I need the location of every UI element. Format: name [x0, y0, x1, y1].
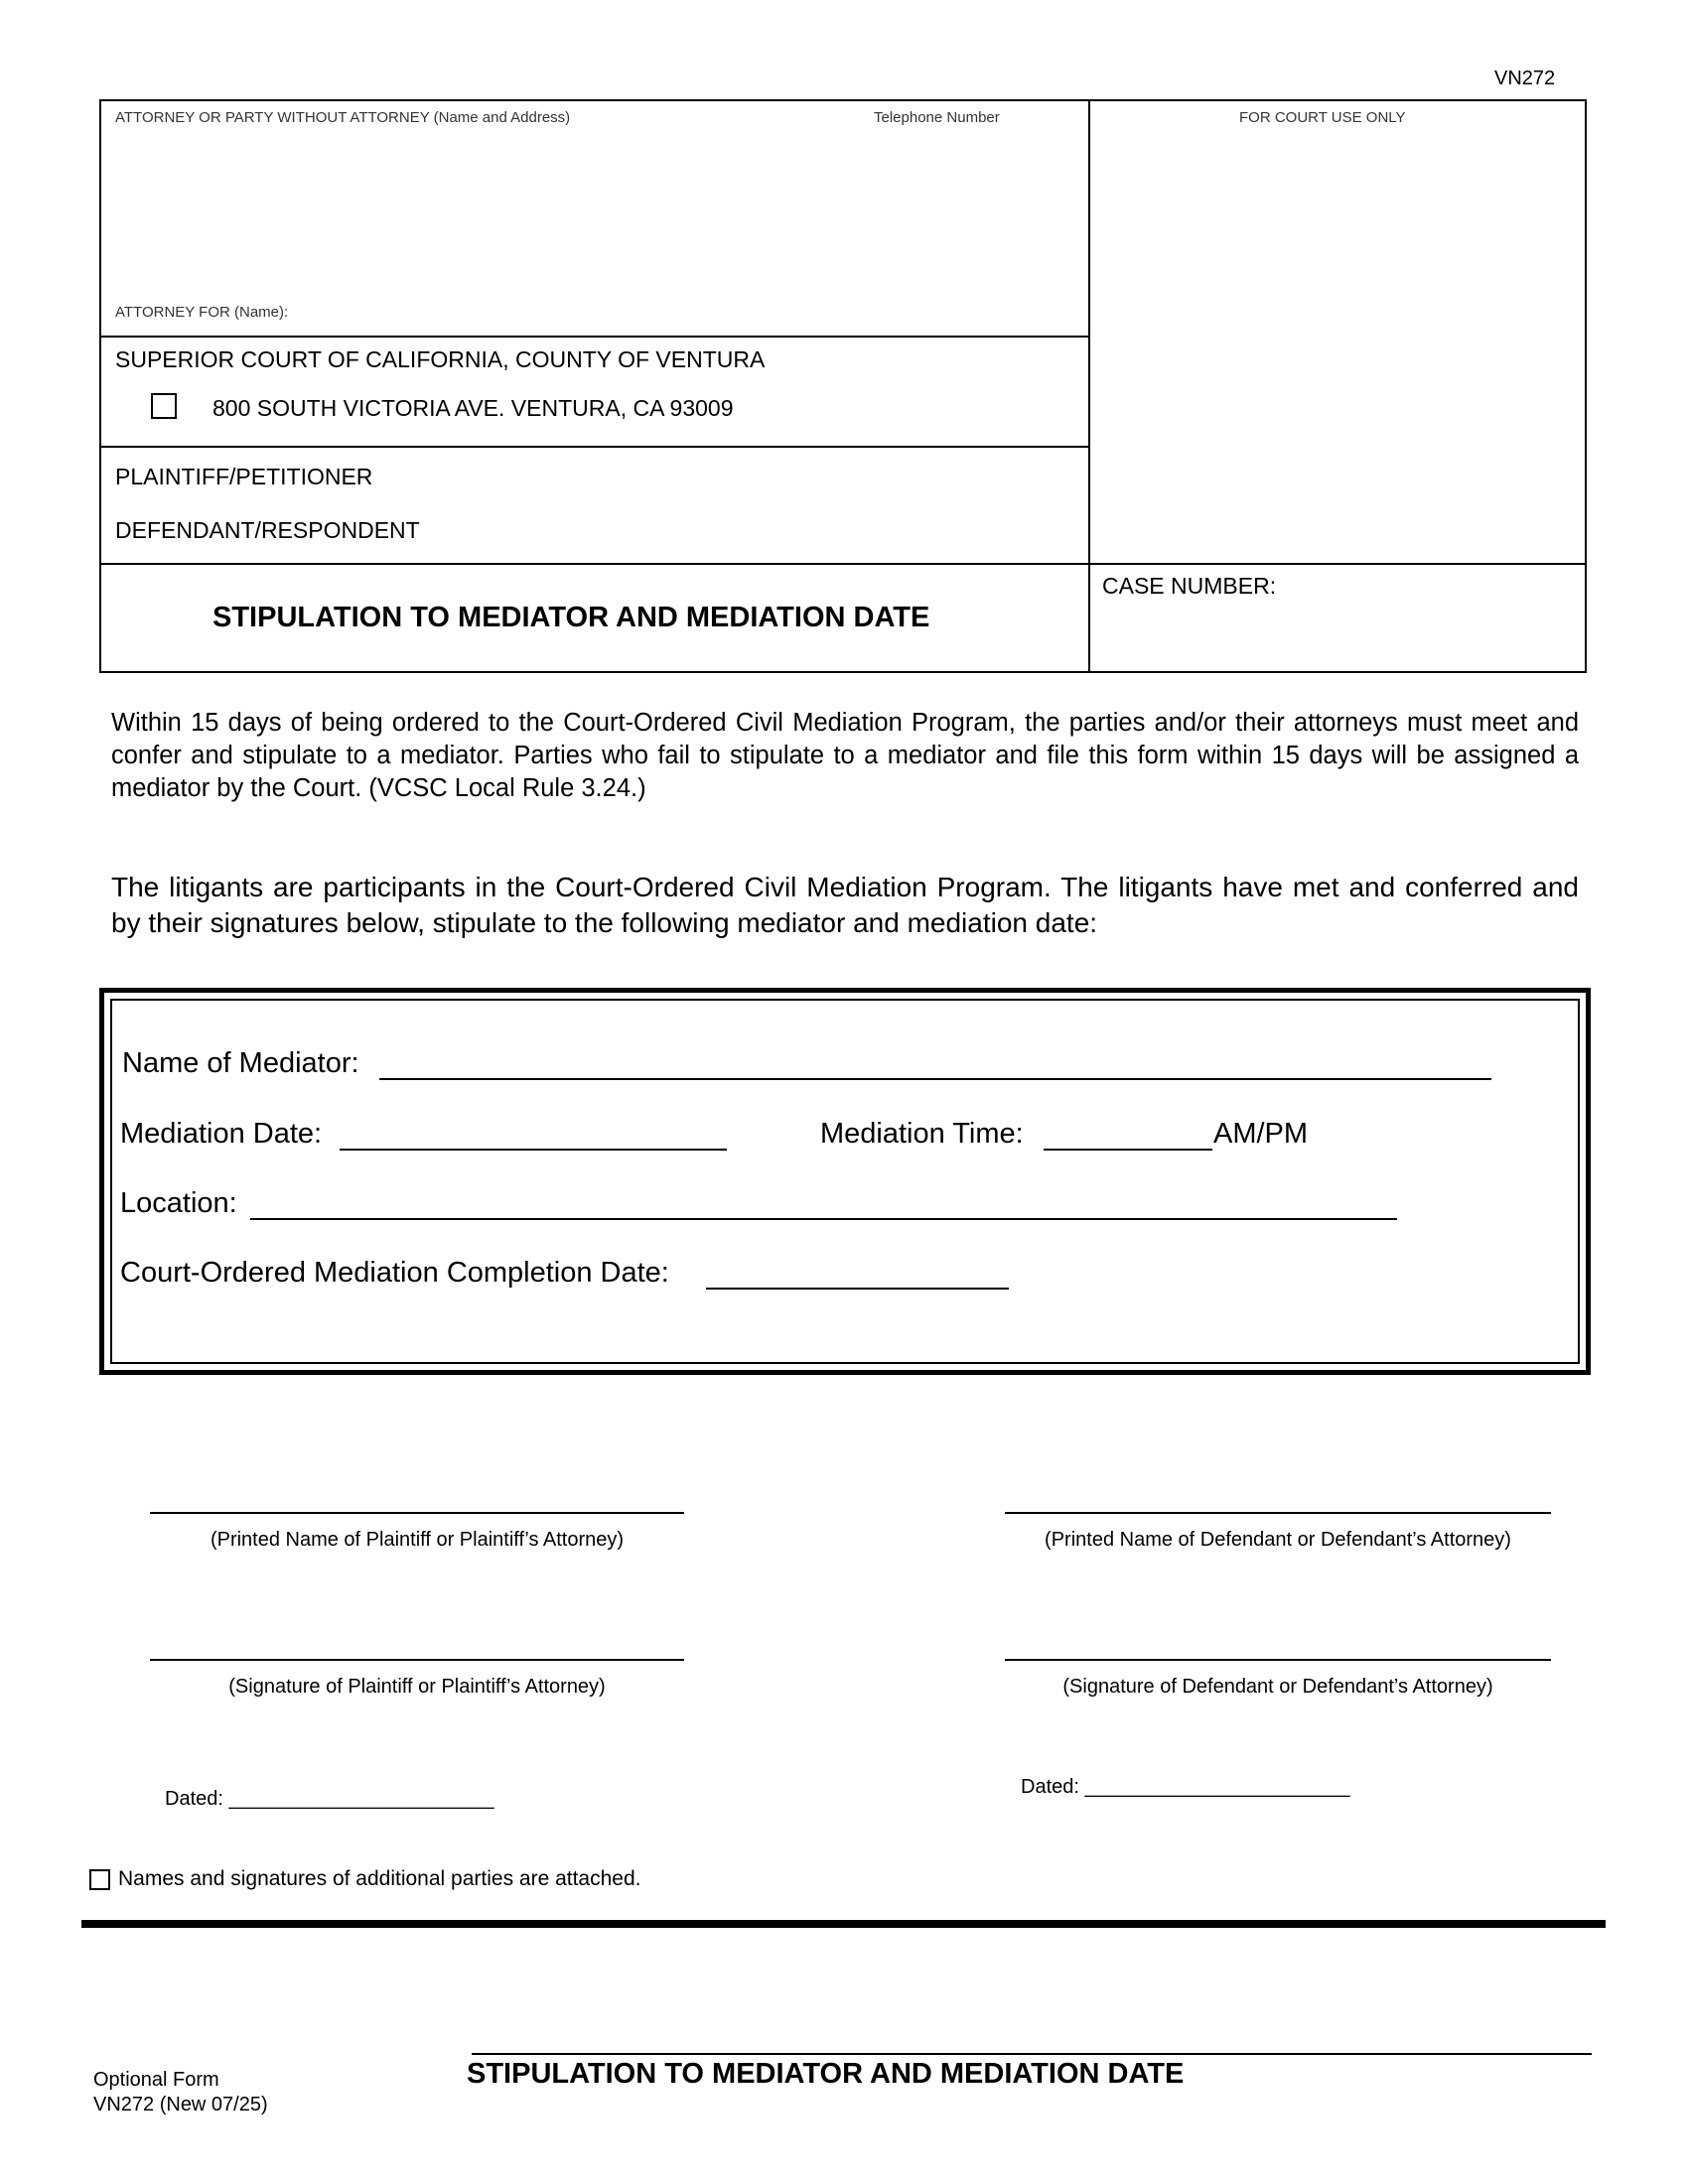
mediation-date-label: Mediation Date: — [120, 1118, 323, 1150]
location-label: Location: — [120, 1187, 237, 1219]
ampm-label: AM/PM — [1213, 1118, 1309, 1150]
defendant-dated-field[interactable]: Dated: ________________________ — [1021, 1776, 1350, 1798]
case-number-label: CASE NUMBER: — [1102, 573, 1277, 599]
completion-date-label: Court-Ordered Mediation Completion Date: — [120, 1257, 669, 1289]
plaintiff-printed-name-caption: (Printed Name of Plaintiff or Plaintiff’s Attorney) — [210, 1529, 625, 1551]
location-field[interactable] — [250, 1218, 1397, 1220]
mediation-date-field[interactable] — [340, 1149, 727, 1151]
mediator-name-label: Name of Mediator: — [122, 1047, 359, 1079]
instructions-paragraph: Within 15 days of being ordered to the Court-Ordered Civil Mediation Program, the parties and/or their attorneys must meet and confer and stipulate to a mediator. Parties who fail to stipulate to a mediator and file this form within 15 days will be assigned a mediator by the Court. (VCSC Local Rule 3.24.) — [111, 709, 1579, 802]
mediation-time-label: Mediation Time: — [820, 1118, 1024, 1150]
defendant-signature-line[interactable] — [1005, 1659, 1551, 1661]
court-address-checkbox[interactable] — [151, 393, 177, 419]
plaintiff-dated-field[interactable]: Dated: ________________________ — [165, 1788, 494, 1810]
caption-table — [99, 99, 1587, 673]
defendant-label: DEFENDANT/RESPONDENT — [115, 517, 420, 543]
plaintiff-printed-name-line[interactable] — [150, 1512, 684, 1514]
mediator-name-field[interactable] — [379, 1078, 1491, 1080]
footer-optional-form: Optional Form — [93, 2069, 219, 2091]
form-title: STIPULATION TO MEDIATOR AND MEDIATION DATE — [212, 602, 930, 633]
mediation-details-box — [99, 988, 1591, 1375]
case-number-field[interactable] — [1090, 608, 1585, 667]
footer-form-info — [93, 2068, 268, 2117]
additional-parties-label: Names and signatures of additional parties are attached. — [118, 1867, 641, 1890]
caption-divider — [101, 563, 1585, 565]
attorney-input-area[interactable] — [101, 121, 1088, 310]
additional-parties-checkbox[interactable] — [89, 1869, 110, 1890]
footer-form-revision: VN272 (New 07/25) — [93, 2094, 268, 2116]
caption-divider — [101, 446, 1088, 448]
court-name: SUPERIOR COURT OF CALIFORNIA, COUNTY OF VENTURA — [115, 346, 766, 372]
section-divider — [81, 1920, 1606, 1928]
plaintiff-signature-caption: (Signature of Plaintiff or Plaintiff’s Attorney) — [228, 1676, 606, 1698]
completion-date-field[interactable] — [706, 1288, 1009, 1290]
defendant-printed-name-caption: (Printed Name of Defendant or Defendant’s Attorney) — [1045, 1529, 1511, 1551]
caption-divider — [1088, 101, 1090, 671]
plaintiff-signature-line[interactable] — [150, 1659, 684, 1661]
defendant-signature-caption: (Signature of Defendant or Defendant’s Attorney) — [1062, 1676, 1493, 1698]
mediation-time-field[interactable] — [1044, 1149, 1212, 1151]
footer-rule — [472, 2053, 1592, 2055]
attorney-for-label: ATTORNEY FOR (Name): — [115, 304, 289, 321]
telephone-label: Telephone Number — [874, 109, 1000, 126]
attorney-label: ATTORNEY OR PARTY WITHOUT ATTORNEY (Name and Address) — [115, 109, 571, 126]
court-use-label: FOR COURT USE ONLY — [1239, 109, 1406, 126]
form-number: VN272 — [1494, 68, 1556, 89]
caption-divider — [101, 336, 1088, 338]
defendant-printed-name-line[interactable] — [1005, 1512, 1551, 1514]
plaintiff-label: PLAINTIFF/PETITIONER — [115, 464, 373, 489]
stipulation-paragraph: The litigants are participants in the Court-Ordered Civil Mediation Program. The litigants have met and conferred and by their signatures below, stipulate to the following mediator and mediation date: — [111, 872, 1579, 938]
footer-title: STIPULATION TO MEDIATOR AND MEDIATION DATE — [467, 2058, 1185, 2090]
court-address: 800 SOUTH VICTORIA AVE. VENTURA, CA 93009 — [212, 395, 734, 421]
